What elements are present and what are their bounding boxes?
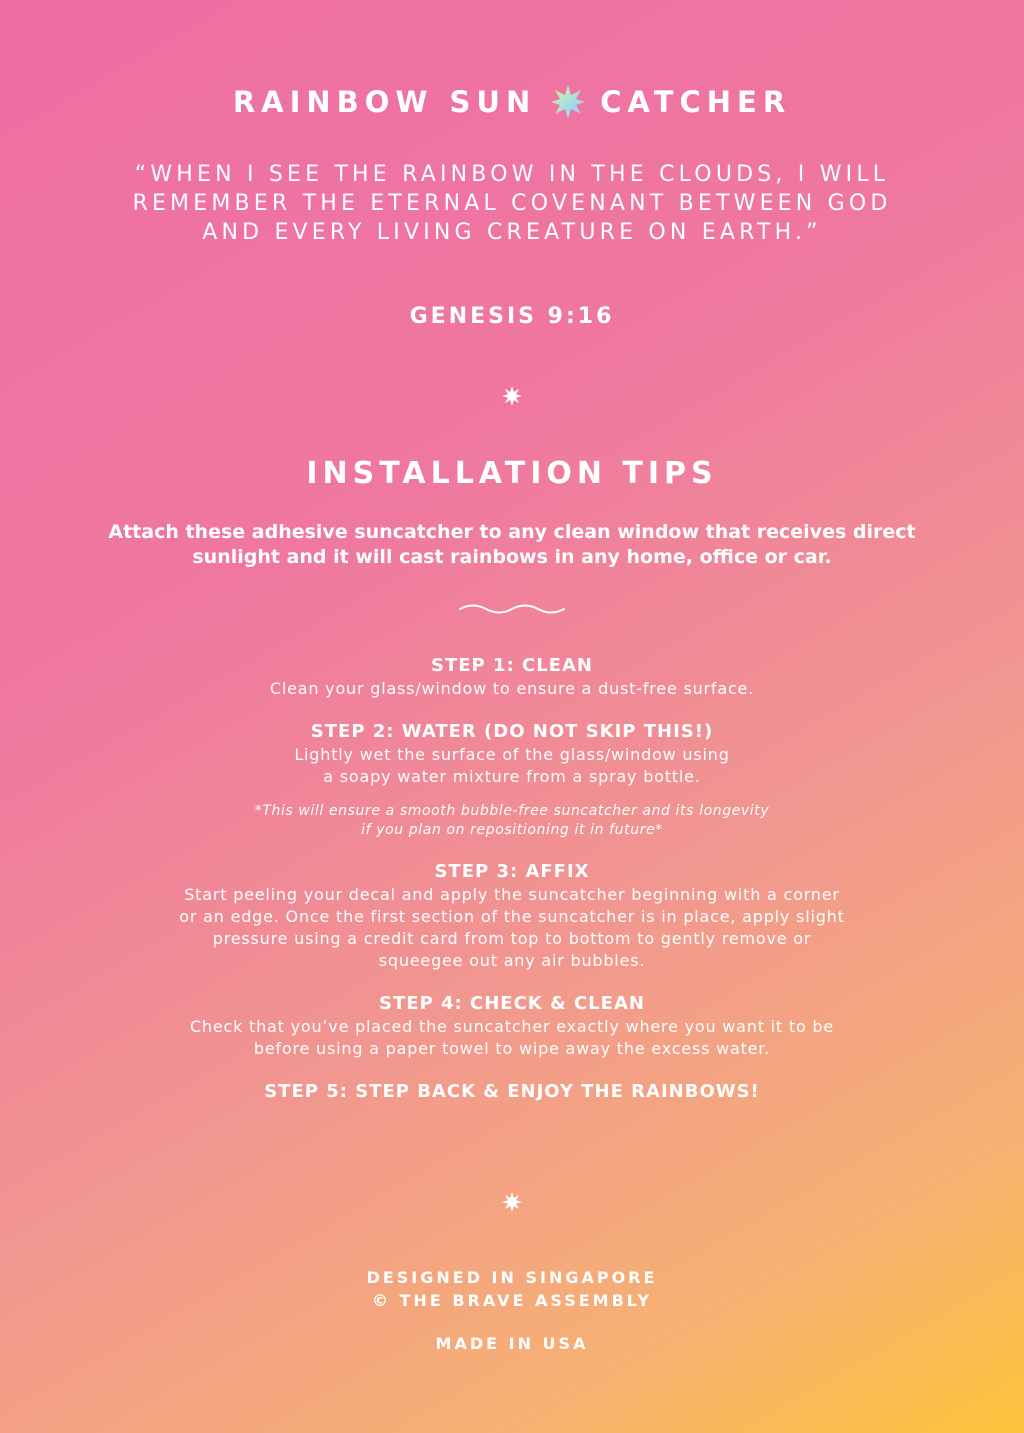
- step-note: *This will ensure a smooth bubble-free suncatcher and its longevity if you plan on repositioning it in future*: [254, 803, 770, 838]
- step-body: Lightly wet the surface of the glass/window using a soapy water mixture from a spray bottle.: [294, 745, 730, 786]
- step-2: [62, 720, 962, 840]
- step-1: [62, 654, 962, 700]
- title-right: CATCHER: [600, 85, 792, 119]
- step-body: Clean your glass/window to ensure a dust-free surface.: [269, 679, 755, 698]
- step-title: STEP 2: WATER (DO NOT SKIP THIS!): [310, 721, 714, 742]
- star-divider-icon: [502, 386, 522, 406]
- step-4: [62, 992, 962, 1060]
- step-title: STEP 1: CLEAN: [431, 655, 593, 676]
- designed-in: DESIGNED IN SINGAPORE: [366, 1268, 658, 1287]
- copyright: © THE BRAVE ASSEMBLY: [371, 1291, 653, 1310]
- installation-intro: Attach these adhesive suncatcher to any clean window that receives direct sunlight and it will cast rainbows in any home, office or car.: [108, 521, 916, 568]
- bible-quote: “WHEN I SEE THE RAINBOW IN THE CLOUDS, I WILL REMEMBER THE ETERNAL COVENANT BETWEEN GOD AND EVERY LIVING CREATURE ON EARTH.”: [132, 162, 892, 245]
- rainbow-star-icon: [550, 84, 586, 120]
- wave-divider-icon: [458, 600, 566, 618]
- step-title: STEP 4: CHECK & CLEAN: [379, 993, 645, 1014]
- steps-list: [62, 654, 962, 1124]
- footer: [0, 1266, 1024, 1355]
- step-title: STEP 3: AFFIX: [434, 861, 590, 882]
- installation-heading: INSTALLATION TIPS: [306, 456, 718, 491]
- made-in: MADE IN USA: [435, 1334, 589, 1353]
- step-5: [62, 1080, 962, 1104]
- star-divider-icon: [502, 1192, 522, 1212]
- step-body: Start peeling your decal and apply the suncatcher beginning with a corner or an edge. Once the first section of the suncatcher is in place, apply slight pressure using a credit card from top to bottom to gently remove or squeegee out any air bubbles.: [179, 885, 845, 970]
- page-title: [0, 82, 1024, 122]
- quote-reference: GENESIS 9:16: [409, 304, 615, 329]
- step-title: STEP 5: STEP BACK & ENJOY THE RAINBOWS!: [264, 1081, 760, 1102]
- step-body: Check that you’ve placed the suncatcher exactly where you want it to be before using a paper towel to wipe away the excess water.: [189, 1017, 835, 1058]
- title-left: RAINBOW SUN: [232, 85, 537, 119]
- step-3: [62, 860, 962, 972]
